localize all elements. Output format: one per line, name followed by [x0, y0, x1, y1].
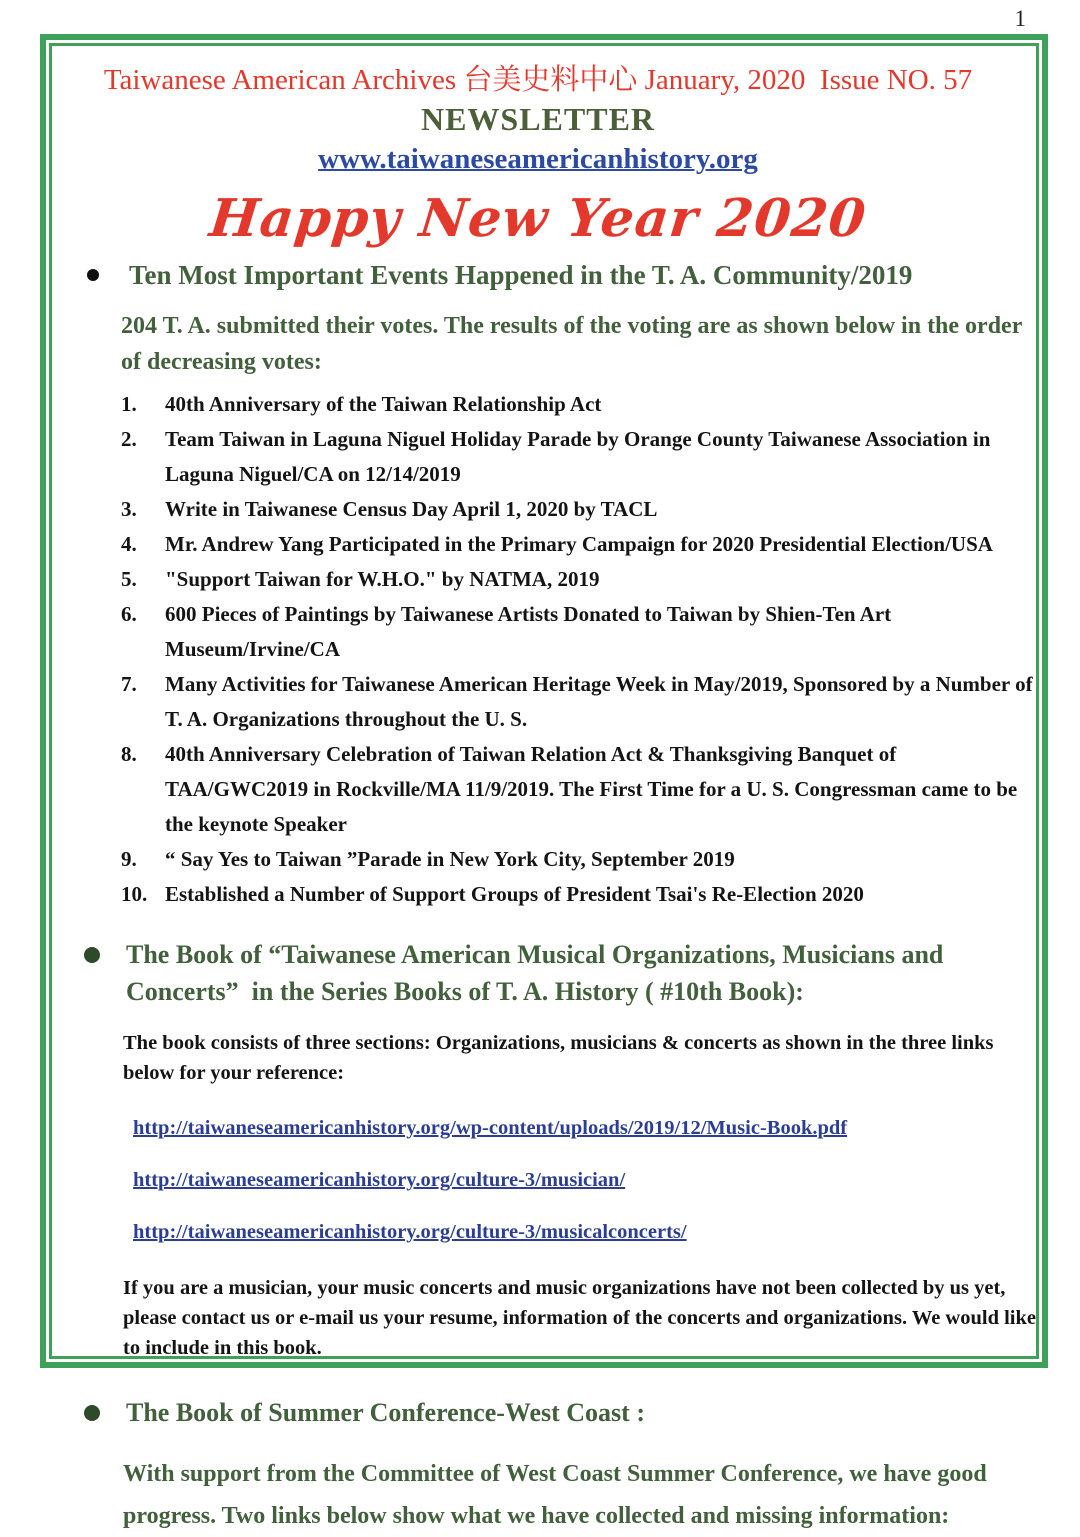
musician-page-link[interactable]: http://taiwaneseamericanhistory.org/culture-3/musician/: [133, 1169, 626, 1192]
website-link-row: [66, 143, 1010, 176]
newsletter-label: NEWSLETTER: [420, 101, 656, 138]
event-number: 5.: [121, 566, 137, 591]
event-number: 9.: [121, 846, 137, 871]
event-row: [121, 667, 1036, 737]
music-book-link-row: [133, 1169, 1010, 1192]
event-row: [121, 527, 1036, 562]
summer-conference-heading-text: The Book of Summer Conference-West Coast :: [126, 1397, 645, 1427]
event-row: [121, 387, 1036, 422]
events-list: [121, 387, 1036, 912]
event-text: Write in Taiwanese Census Day April 1, 2020 by TACL: [165, 496, 658, 521]
event-text: Mr. Andrew Yang Participated in the Primary Campaign for 2020 Presidential Election/USA: [165, 531, 993, 556]
section-heading-summer-conference: [84, 1394, 1000, 1432]
event-text: Many Activities for Taiwanese American Heritage Week in May/2019, Sponsored by a Number of T. A. Organizations throughout the U. S.: [165, 671, 1038, 731]
event-text: “ Say Yes to Taiwan ”Parade in New York City, September 2019: [165, 846, 735, 871]
music-book-heading-text: The Book of “Taiwanese American Musical Organizations, Musicians and Concerts” in the Series Books of T. A. History ( #10th Book):: [126, 939, 950, 1007]
new-year-greeting: Happy New Year 2020: [206, 188, 870, 250]
event-text: 600 Pieces of Paintings by Taiwanese Artists Donated to Taiwan by Shien-Ten Art Museum/Irvine/CA: [165, 601, 897, 661]
newsletter-frame: [40, 34, 1048, 1530]
event-row: [121, 737, 1036, 842]
summer-conference-intro: With support from the Committee of West Coast Summer Conference, we have good progress. Two links below show what we have collected and missing information:: [123, 1461, 987, 1530]
event-number: 3.: [121, 496, 137, 521]
event-row: [121, 597, 1036, 667]
masthead-title: Taiwanese American Archives 台美史料中心 January, 2020 Issue NO. 57: [103, 64, 973, 96]
page-number: 1: [1014, 6, 1026, 31]
event-number: 7.: [121, 671, 137, 696]
event-row: [121, 422, 1036, 492]
event-number: 8.: [121, 741, 137, 766]
event-row: [121, 842, 1036, 877]
website-link[interactable]: www.taiwaneseamericanhistory.org: [318, 143, 758, 176]
section-heading-music-book: [84, 936, 1000, 1011]
event-number: 4.: [121, 531, 137, 556]
music-book-intro: The book consists of three sections: Organizations, musicians & concerts as shown in the three links below for your reference:: [123, 1032, 994, 1084]
event-number: 10.: [121, 881, 148, 906]
bullet-icon: [84, 1405, 100, 1421]
music-book-link-row: [133, 1117, 1010, 1140]
newsletter-frame-inner: [49, 43, 1039, 1530]
event-text: 40th Anniversary Celebration of Taiwan Relation Act & Thanksgiving Banquet of TAA/GWC2019 in Rockville/MA 11/9/2019. The First Time for a U. S. Congressman came to be the keynote Speaker: [165, 741, 1023, 836]
event-row: [121, 562, 1036, 597]
music-book-link-row: [133, 1221, 1010, 1244]
event-number: 1.: [121, 391, 137, 416]
event-text: Team Taiwan in Laguna Niguel Holiday Parade by Orange County Taiwanese Association in Laguna Niguel/CA on 12/14/2019: [165, 426, 996, 486]
event-text: Established a Number of Support Groups of President Tsai's Re-Election 2020: [165, 881, 864, 906]
bullet-icon: [87, 269, 99, 281]
event-number: 6.: [121, 601, 137, 626]
bullet-icon: [84, 947, 100, 963]
events-heading-text: Ten Most Important Events Happened in the T. A. Community/2019: [129, 260, 913, 291]
section-heading-events: [84, 259, 1000, 291]
musical-concerts-link[interactable]: http://taiwaneseamericanhistory.org/culture-3/musicalconcerts/: [133, 1221, 687, 1244]
event-text: 40th Anniversary of the Taiwan Relationship Act: [165, 391, 602, 416]
music-book-pdf-link[interactable]: http://taiwaneseamericanhistory.org/wp-content/uploads/2019/12/Music-Book.pdf: [133, 1117, 848, 1140]
event-row: [121, 492, 1036, 527]
music-book-note: If you are a musician, your music concerts and music organizations have not been collected by us yet, please contact us or e-mail us your resume, information of the concerts and organizations. We would like to include in this book.: [123, 1277, 1036, 1359]
event-number: 2.: [121, 426, 137, 451]
event-text: "Support Taiwan for W.H.O." by NATMA, 2019: [165, 566, 600, 591]
events-intro: 204 T. A. submitted their votes. The results of the voting are as shown below in the order of decreasing votes:: [121, 312, 1022, 375]
event-row: [121, 877, 1036, 912]
